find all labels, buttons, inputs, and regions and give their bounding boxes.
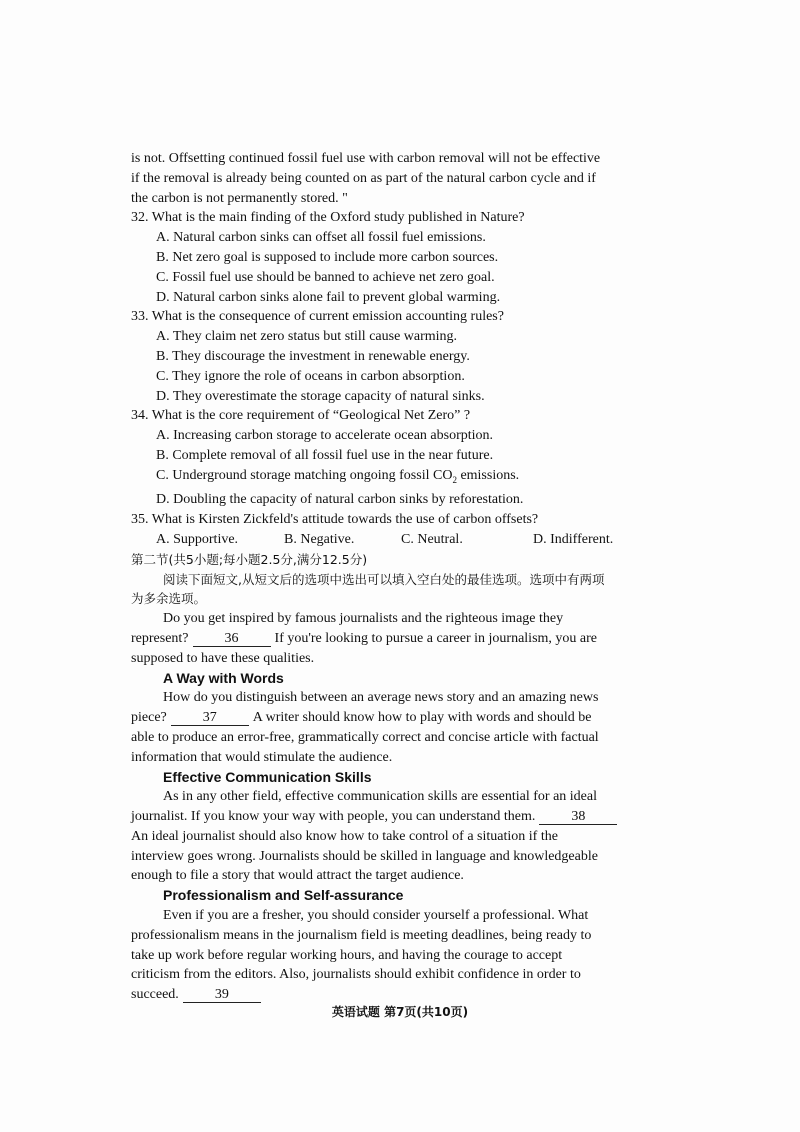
option-c: C. They ignore the role of oceans in carbon absorption. [156, 368, 465, 384]
option-b: B. They discourage the investment in renewable energy. [156, 348, 470, 364]
question-32 [131, 208, 667, 307]
option-a: A. Increasing carbon storage to accelerate ocean absorption. [156, 428, 494, 444]
paragraph-line [131, 629, 667, 649]
option-b: B. Negative. [284, 531, 355, 547]
option-d: D. Natural carbon sinks alone fail to prevent global warming. [156, 289, 501, 305]
paragraph-line: supposed to have these qualities. [131, 650, 315, 666]
question-stem: 32. What is the main finding of the Oxford study published in Nature? [131, 210, 525, 226]
question-33 [131, 307, 667, 406]
option-b: B. Complete removal of all fossil fuel use in the near future. [156, 447, 494, 463]
passage-line: if the removal is already being counted on as part of the natural carbon cycle and if [131, 170, 596, 186]
question-35 [131, 510, 667, 550]
option-a: A. Natural carbon sinks can offset all fossil fuel emissions. [156, 230, 486, 246]
instruction-line: 阅读下面短文,从短文后的选项中选出可以填入空白处的最佳选项。选项中有两项 [163, 571, 605, 587]
paragraph-line: As in any other field, effective communication skills are essential for an ideal [163, 789, 597, 805]
text-fragment: succeed. [131, 987, 179, 1003]
option-a: A. Supportive. [156, 531, 239, 547]
question-stem: 33. What is the consequence of current emission accounting rules? [131, 309, 504, 325]
paragraph-line: An ideal journalist should also know how to take control of a situation if the [131, 828, 558, 844]
option-d: D. They overestimate the storage capacity of natural sinks. [156, 388, 485, 404]
section-header: 第二节(共5小题;每小题2.5分,满分12.5分) [131, 551, 368, 567]
subscript-two: 2 [452, 474, 457, 485]
paragraph-line: able to produce an error-free, grammatically correct and concise article with factual [131, 729, 599, 745]
blank-37: 37 [171, 710, 249, 726]
passage-line: the carbon is not permanently stored. " [131, 190, 348, 206]
paragraph-line: enough to file a story that would attract the target audience. [131, 868, 464, 884]
option-c: C. Neutral. [401, 531, 463, 547]
options-row [131, 530, 667, 550]
blank-39: 39 [183, 987, 261, 1003]
subheading-communication-skills: Effective Communication Skills [163, 768, 372, 785]
page-content [131, 149, 667, 1005]
paragraph-line: criticism from the editors. Also, journalists should exhibit confidence in order to [131, 967, 581, 983]
instruction-line: 为多余选项。 [131, 591, 207, 607]
option-c-text-end: emissions. [456, 467, 520, 483]
blank-38: 38 [539, 809, 617, 825]
paragraph-1 [131, 688, 667, 767]
paragraph-line: Do you get inspired by famous journalists and the righteous image they [163, 611, 564, 627]
paragraph-line: information that would stimulate the audience. [131, 749, 393, 765]
option-c: C. Fossil fuel use should be banned to achieve net zero goal. [156, 269, 495, 285]
text-fragment: piece? [131, 710, 167, 726]
option-c [131, 466, 667, 491]
paragraph-line: professionalism means in the journalism field is meeting deadlines, being ready to [131, 927, 592, 943]
option-d: D. Doubling the capacity of natural carbon sinks by reforestation. [156, 492, 524, 508]
paragraph-line [131, 708, 667, 728]
paragraph-line: interview goes wrong. Journalists should be skilled in language and knowledgeable [131, 848, 598, 864]
paragraph-line: How do you distinguish between an average news story and an amazing news [163, 690, 599, 706]
passage-line: is not. Offsetting continued fossil fuel use with carbon removal will not be effective [131, 151, 601, 166]
question-stem: 35. What is Kirsten Zickfeld's attitude towards the use of carbon offsets? [131, 512, 539, 528]
option-b: B. Net zero goal is supposed to include more carbon sources. [156, 249, 499, 265]
page-footer: 英语试题 第7页(共10页) [331, 1005, 469, 1019]
intro-paragraph [131, 609, 667, 668]
paragraph-line: Even if you are a fresher, you should consider yourself a professional. What [163, 908, 589, 924]
blank-36: 36 [193, 631, 271, 647]
question-34 [131, 406, 667, 510]
text-fragment: A writer should know how to play with words and should be [252, 710, 592, 726]
text-fragment: If you're looking to pursue a career in journalism, you are [274, 630, 598, 646]
subheading-professionalism: Professionalism and Self-assurance [163, 887, 404, 904]
option-c-text: C. Underground storage matching ongoing fossil CO [156, 467, 453, 483]
paragraph-line [131, 807, 667, 827]
paragraph-line: take up work before regular working hours, and having the courage to accept [131, 947, 563, 963]
section-2-instructions [131, 550, 667, 609]
text-fragment: represent? [131, 630, 189, 646]
question-stem: 34. What is the core requirement of “Geological Net Zero” ? [131, 408, 471, 424]
subheading-a-way-with-words: A Way with Words [163, 669, 284, 686]
option-a: A. They claim net zero status but still cause warming. [156, 329, 458, 345]
paragraph-2 [131, 787, 667, 886]
option-d: D. Indifferent. [533, 531, 614, 547]
paragraph-3 [131, 906, 667, 1005]
passage-ending [131, 149, 667, 208]
text-fragment: journalist. If you know your way with people, you can understand them. [131, 809, 536, 825]
